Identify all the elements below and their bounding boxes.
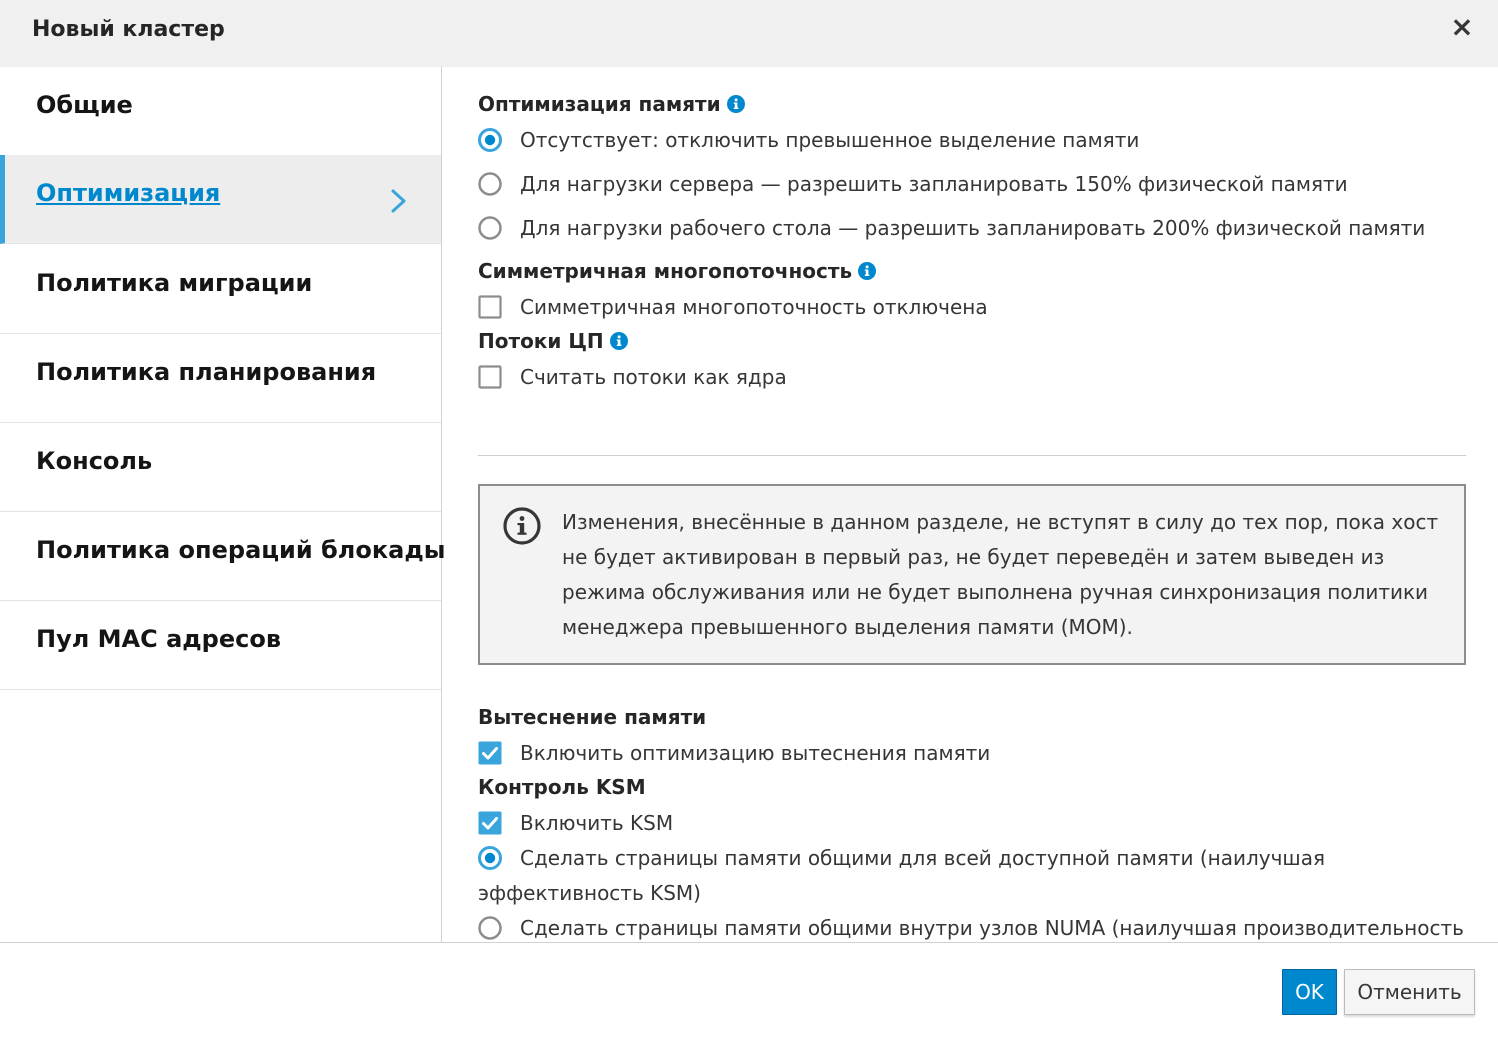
sidebar-item-label: Политика миграции <box>36 269 313 297</box>
radio-label: Для нагрузки рабочего стола — разрешить запланировать 200% физической памяти <box>520 216 1426 240</box>
ballooning-heading <box>478 705 706 729</box>
radio-label: Сделать страницы памяти общими внутри узлов NUMA (наилучшая производительность <box>520 916 1464 940</box>
ballooning-label: Вытеснение памяти <box>478 705 707 729</box>
chevron-right-icon <box>388 188 410 214</box>
memory-option-server[interactable] <box>478 167 1468 202</box>
cpu-threads-checkbox[interactable] <box>478 360 1468 395</box>
ksm-label: Контроль KSM <box>478 775 646 799</box>
radio-label: Отсутствует: отключить превышенное выделение памяти <box>520 128 1140 152</box>
sidebar-item-label: Политика планирования <box>36 358 377 386</box>
radio-label: Сделать страницы памяти общими для всей доступной памяти (наилучшая эффективность KSM) <box>478 846 1326 905</box>
radio-unselected-icon[interactable] <box>478 216 502 240</box>
close-icon[interactable]: × <box>1450 10 1474 43</box>
sidebar-item-migration-policy[interactable] <box>0 245 441 334</box>
ok-button[interactable]: OK <box>1282 969 1337 1015</box>
radio-unselected-icon[interactable] <box>478 916 502 940</box>
ksm-option-numa[interactable] <box>478 911 1468 942</box>
radio-selected-icon[interactable] <box>478 846 502 870</box>
info-icon[interactable] <box>610 332 628 350</box>
smt-label: Симметричная многопоточность <box>478 259 853 283</box>
cpu-threads-label: Потоки ЦП <box>478 329 604 353</box>
info-icon[interactable] <box>858 262 876 280</box>
radio-unselected-icon[interactable] <box>478 172 502 196</box>
radio-selected-icon[interactable] <box>478 128 502 152</box>
sidebar-item-label: Оптимизация <box>36 179 221 207</box>
memory-optimization-heading <box>478 92 745 116</box>
checkbox-label: Симметричная многопоточность отключена <box>520 295 988 319</box>
info-circle-outline-icon <box>502 506 542 546</box>
checkbox-label: Считать потоки как ядра <box>520 365 787 389</box>
memory-optimization-label: Оптимизация памяти <box>478 92 721 116</box>
sidebar-item-console[interactable] <box>0 423 441 512</box>
info-icon[interactable] <box>727 95 745 113</box>
checkbox-unchecked-icon[interactable] <box>478 365 502 389</box>
alert-text: Изменения, внесённые в данном разделе, не вступят в силу до тех пор, пока хост не будет активирован в первый раз, не будет переведён и затем выведен из режима обслуживания или не будет выполнена ручная синхронизация политики менеджера превышенного выделения памяти (MOM). <box>562 510 1439 639</box>
checkbox-label: Включить KSM <box>520 811 674 835</box>
ksm-checkbox[interactable] <box>478 806 1468 841</box>
dialog-footer <box>0 942 1498 1043</box>
dialog-header <box>0 0 1498 67</box>
sidebar-item-mac-pool[interactable] <box>0 601 441 690</box>
sidebar <box>0 67 446 942</box>
sidebar-item-label: Консоль <box>36 447 153 475</box>
info-alert <box>478 484 1466 665</box>
sidebar-item-general[interactable] <box>0 67 441 156</box>
sidebar-item-scheduling-policy[interactable] <box>0 334 441 423</box>
divider <box>478 455 1466 456</box>
ballooning-checkbox[interactable] <box>478 736 1468 771</box>
checkbox-unchecked-icon[interactable] <box>478 295 502 319</box>
dialog-title: Новый кластер <box>32 17 225 42</box>
radio-label: Для нагрузки сервера — разрешить запланировать 150% физической памяти <box>520 172 1348 196</box>
cancel-button[interactable]: Отменить <box>1344 969 1475 1015</box>
sidebar-item-label: Общие <box>36 91 133 119</box>
checkbox-label: Включить оптимизацию вытеснения памяти <box>520 741 991 765</box>
sidebar-item-optimization[interactable] <box>0 155 441 244</box>
optimization-panel <box>443 67 1498 942</box>
checkbox-checked-icon[interactable] <box>478 811 502 835</box>
memory-option-none[interactable] <box>478 123 1468 158</box>
sidebar-item-label: Политика операций блокады <box>36 536 446 564</box>
ksm-option-all-memory[interactable] <box>478 841 1468 911</box>
checkbox-checked-icon[interactable] <box>478 741 502 765</box>
sidebar-item-label: Пул MAC адресов <box>36 625 282 653</box>
memory-option-desktop[interactable] <box>478 211 1468 246</box>
sidebar-item-fencing-policy[interactable] <box>0 512 446 601</box>
smt-heading <box>478 259 876 283</box>
smt-checkbox[interactable] <box>478 290 1468 325</box>
cpu-threads-heading <box>478 329 628 353</box>
ksm-heading <box>478 775 646 799</box>
